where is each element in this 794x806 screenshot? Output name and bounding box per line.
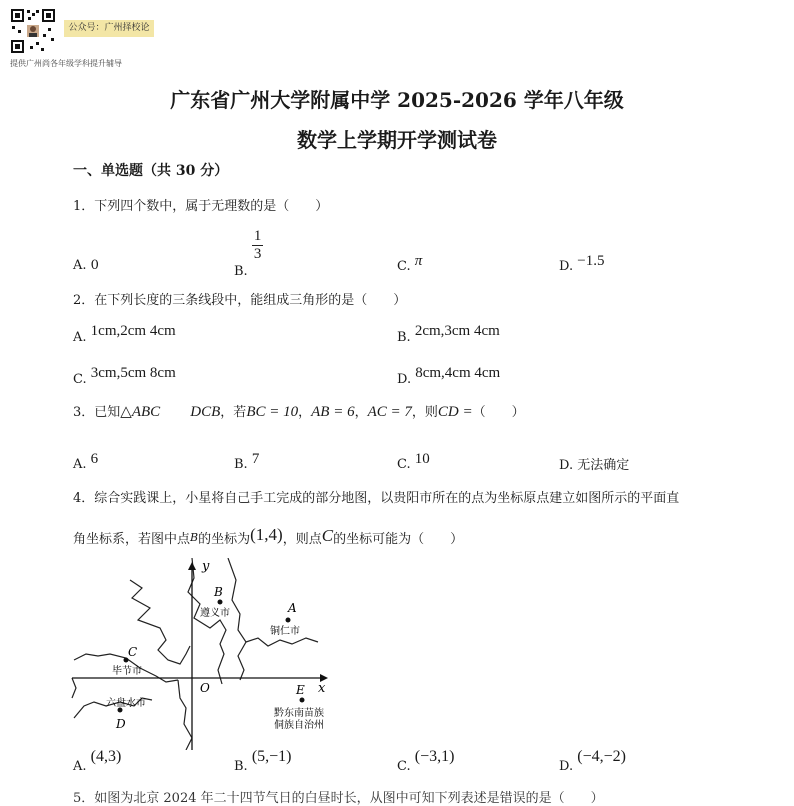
provider-note: 提供广州尚各年级学科提升辅导 (10, 59, 122, 68)
q1-option-d[interactable]: D. −1.5 (559, 253, 605, 274)
q4-stem-line1: 4．综合实践课上，小星将自己手工完成的部分地图，以贵阳市所在的点为坐标原点建立如图所示的平面直 (73, 491, 680, 506)
point-c-label: C (128, 645, 138, 659)
point-a-label: A (288, 601, 297, 615)
x-axis-label: x (318, 681, 326, 696)
point-e (300, 698, 305, 703)
q1-option-a[interactable]: A. 0 (73, 258, 99, 273)
title-line1: 广东省广州大学附属中学 2025-2026 学年八年级 (170, 88, 624, 112)
q1-stem: 1．下列四个数中，属于无理数的是（ ） (73, 199, 329, 214)
city-e-label-line1: 黔东南苗族 (274, 708, 324, 719)
q1-option-b[interactable]: B. $\frac{1}{3}$ (234, 228, 262, 279)
city-d-label: 六盘水市 (106, 698, 146, 709)
q4-option-b[interactable]: B. (5,−1) (234, 748, 292, 774)
q2-option-c[interactable]: C. 3cm,5cm 8cm (73, 365, 176, 387)
point-b-label: B (214, 585, 223, 599)
q2-stem: 2．在下列长度的三条线段中，能组成三角形的是（ ） (73, 293, 407, 308)
q3-option-c[interactable]: C. 10 (397, 451, 430, 472)
city-e-label-line2: 侗族自治州 (274, 720, 324, 731)
q1-option-c[interactable]: C. π (397, 253, 423, 274)
q2-option-a[interactable]: A. 1cm,2cm 4cm (73, 323, 176, 345)
city-b-label: 遵义市 (200, 608, 230, 619)
city-c-label: 毕节市 (112, 666, 142, 677)
q4-option-a[interactable]: A. (4,3) (73, 748, 122, 774)
fraction-one-third: $\frac{1}{3}$ (253, 228, 262, 262)
province-map-figure (70, 558, 340, 750)
q2-option-d[interactable]: D. 8cm,4cm 4cm (397, 365, 501, 387)
title-line2: 数学上学期开学测试卷 (297, 128, 497, 152)
point-b (218, 600, 223, 605)
y-axis-label: y (202, 559, 210, 574)
point-d-label: D (116, 717, 126, 731)
qr-code-icon (10, 8, 56, 54)
q5-cut-stem: 5．如图为北京 2024 年二十四节气日的白昼时长，从图中可知下列表述是错误的是（ ） (73, 791, 604, 806)
q4-stem-line2: 角坐标系，若图中点B的坐标为(1,4)，则点C的坐标可能为（ ） (73, 525, 464, 547)
point-a (286, 618, 291, 623)
q4-option-d[interactable]: D. (−4,−2) (559, 748, 626, 774)
point-e-label: E (296, 683, 305, 697)
q3-option-a[interactable]: A. 6 (73, 451, 99, 472)
q2-option-b[interactable]: B. 2cm,3cm 4cm (397, 323, 500, 345)
city-a-label: 铜仁市 (270, 626, 300, 637)
wechat-badge: 公众号：广州择校论 (64, 20, 154, 37)
section-heading: 一、单选题（共 30 分） (73, 163, 229, 179)
origin-label: O (200, 681, 210, 695)
q3-option-b[interactable]: B. 7 (234, 451, 260, 472)
q3-option-d[interactable]: D. 无法确定 (559, 458, 630, 473)
q3-stem: 3．已知△ABC DCB，若BC = 10，AB = 6，AC = 7，则CD =（ ） (73, 404, 525, 420)
q4-option-c[interactable]: C. (−3,1) (397, 748, 455, 774)
